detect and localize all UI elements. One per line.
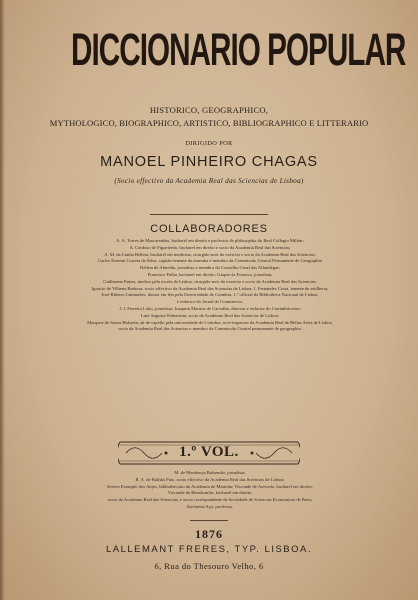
page-edge-shadow <box>0 0 5 600</box>
printer-name: LALLEMANT FRERES, TYP. LISBOA. <box>105 544 313 555</box>
list-item: Francisco Palha, bacharel em direito; Gaspar da Fonseca, jornalista; <box>147 271 273 277</box>
list-item: Delfim de Almeida, jornalista e membro do Conselho Geral das Alfandegas; <box>139 265 281 271</box>
list-item: Carlos Ernesto Correia da Silva, capitão-tenente da marinha e membro da Commissão Central Permanente de Geographia <box>98 258 322 264</box>
subtitle-line-2: MYTHOLOGICO, BIOGRAPHICO, ARTISTICO, BIBLIOGRAPHICO E LITTERARIO <box>49 118 369 128</box>
collaborators-list <box>18 238 402 333</box>
list-item: Severo Exemplo dos Anjos, bibliothecario da Academia de Marinha; Visconde de Azevedo, bacharel em direito, <box>107 483 313 489</box>
subtitle-line-1: HISTORICO, GEOGRAPHICO, <box>149 105 269 115</box>
list-item: Zacharias Aço, professor. <box>186 503 234 509</box>
list-item: José Ribeiro Guimarães, doutor em leis pela Universidade de Coimbra, 1.º official da Bibliotheca Nacional de Lisboa, <box>101 292 319 298</box>
list-item: A. M. da Cunha Bellem, bacharel em medicina, cirurgião-mór do exercito e socio da Academia Real das Sciencias; <box>104 251 316 257</box>
collaborators-list-continued <box>18 470 402 511</box>
directed-by-label: DIRIGIDO POR <box>185 140 233 147</box>
volume-label: 1.º VOL. <box>179 444 239 460</box>
list-item: e redactor do Jornal do Commercio; <box>176 299 244 305</box>
volume-cartouche <box>118 440 300 466</box>
author-affiliation: (Socio effectivo da Academia Real das Sciencias de Lisboa) <box>114 177 304 185</box>
list-item: M. de Mendonça Balsemão, jornalista; <box>174 470 246 475</box>
list-item: Marquez de Sousa Holstein, de de capello pela universidade de Coimbra, vice-inspector da Academia Real de Bellas Artes de Lisboa, <box>87 319 333 325</box>
short-divider <box>190 520 228 521</box>
list-item: Luiz Augusto Palmeirim, socio da Academia Real das Sciencias de Lisboa; <box>141 312 279 318</box>
list-item: J. J. Ferreira Lobo, jornalista; Joaquim Martins de Carvalho, director e redactor do Conimbricense; <box>119 305 301 311</box>
list-item: A. Cardoso de Figueiredo, bacharel em direito e socio da Academia Real das Sciencias; <box>129 244 291 250</box>
collaborators-heading: COLLABORADORES <box>150 223 268 235</box>
list-item: Ignacio de Vilhena Barbosa, socio effectivo da Academia Real das Sciencias de Lisboa; J. Fernandes Costa, tenente de artilheria; <box>91 285 329 291</box>
author-name: MANOEL PINHEIRO CHAGAS <box>100 154 318 170</box>
list-item: A. A. Torres de Mascarenhas, bacharel em direito e professor de philosophia do Real Collegio Militar; <box>116 238 304 243</box>
publication-year: 1876 <box>195 527 223 541</box>
list-item: Visconde de Benalcanfor, bacharel em direito, <box>167 490 253 496</box>
printer-address: 6, Rua do Thesouro Velho, 6 <box>154 561 264 571</box>
list-item: R. A. de Bulhão Pato, socio effectivo da Academia Real das Sciencias de Lisboa; <box>135 476 285 482</box>
list-item: socio da Academia Real das Sciencias e membro da Commissão Central permanente de geographia; <box>118 326 302 332</box>
list-item: Guilherme Ennes, medico pela escola de Lisboa, cirurgião-mór do exercito e socio da Academia Real das Sciencias; <box>103 278 317 284</box>
list-item: socio da Academia Real das Sciencias, e socio correspondente da Sociedade de Sciencias Economicas de Paris; <box>107 497 313 503</box>
divider-rule <box>150 214 268 215</box>
book-title: DICCIONARIO POPULAR <box>71 24 406 75</box>
